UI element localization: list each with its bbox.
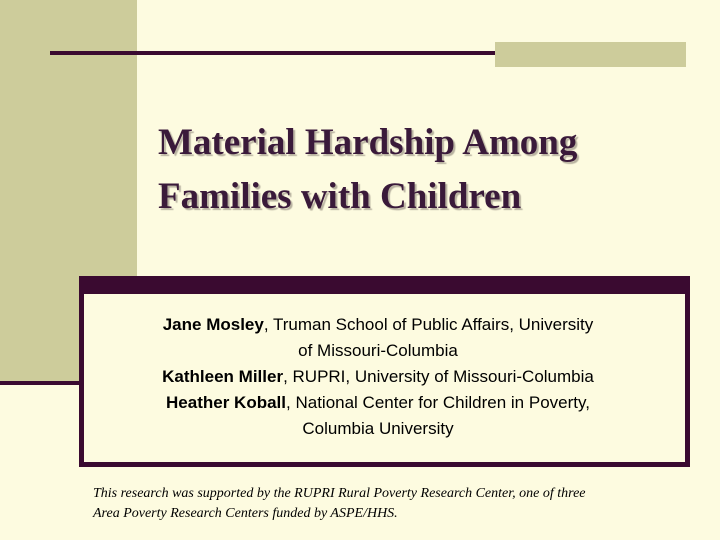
author-entry (86, 390, 670, 442)
footnote-line-2: Area Poverty Research Centers funded by ASPE/HHS. (93, 506, 398, 521)
author-entry (86, 364, 670, 390)
slide-title (158, 116, 698, 224)
author-affiliation: , National Center for Children in Poverty, (286, 393, 590, 412)
author-name: Heather Koball (166, 393, 287, 412)
slide-title-line-2: Families with Children (158, 176, 522, 217)
author-name: Jane Mosley (162, 315, 264, 334)
top-accent-block (495, 42, 686, 67)
slide-title-line-1: Material Hardship Among (158, 122, 578, 163)
author-list (86, 312, 670, 442)
author-affiliation: , Truman School of Public Affairs, University (263, 315, 594, 334)
author-affiliation-cont: Columbia University (302, 419, 454, 438)
left-band-rule (0, 381, 80, 385)
author-affiliation-cont: of Missouri-Columbia (298, 341, 458, 360)
author-affiliation: , RUPRI, University of Missouri-Columbia (283, 367, 594, 386)
funding-footnote (93, 484, 693, 524)
author-entry (86, 312, 670, 364)
author-name: Kathleen Miller (162, 367, 284, 386)
footnote-line-1: This research was supported by the RUPRI Rural Poverty Research Center, one of three (93, 486, 586, 501)
